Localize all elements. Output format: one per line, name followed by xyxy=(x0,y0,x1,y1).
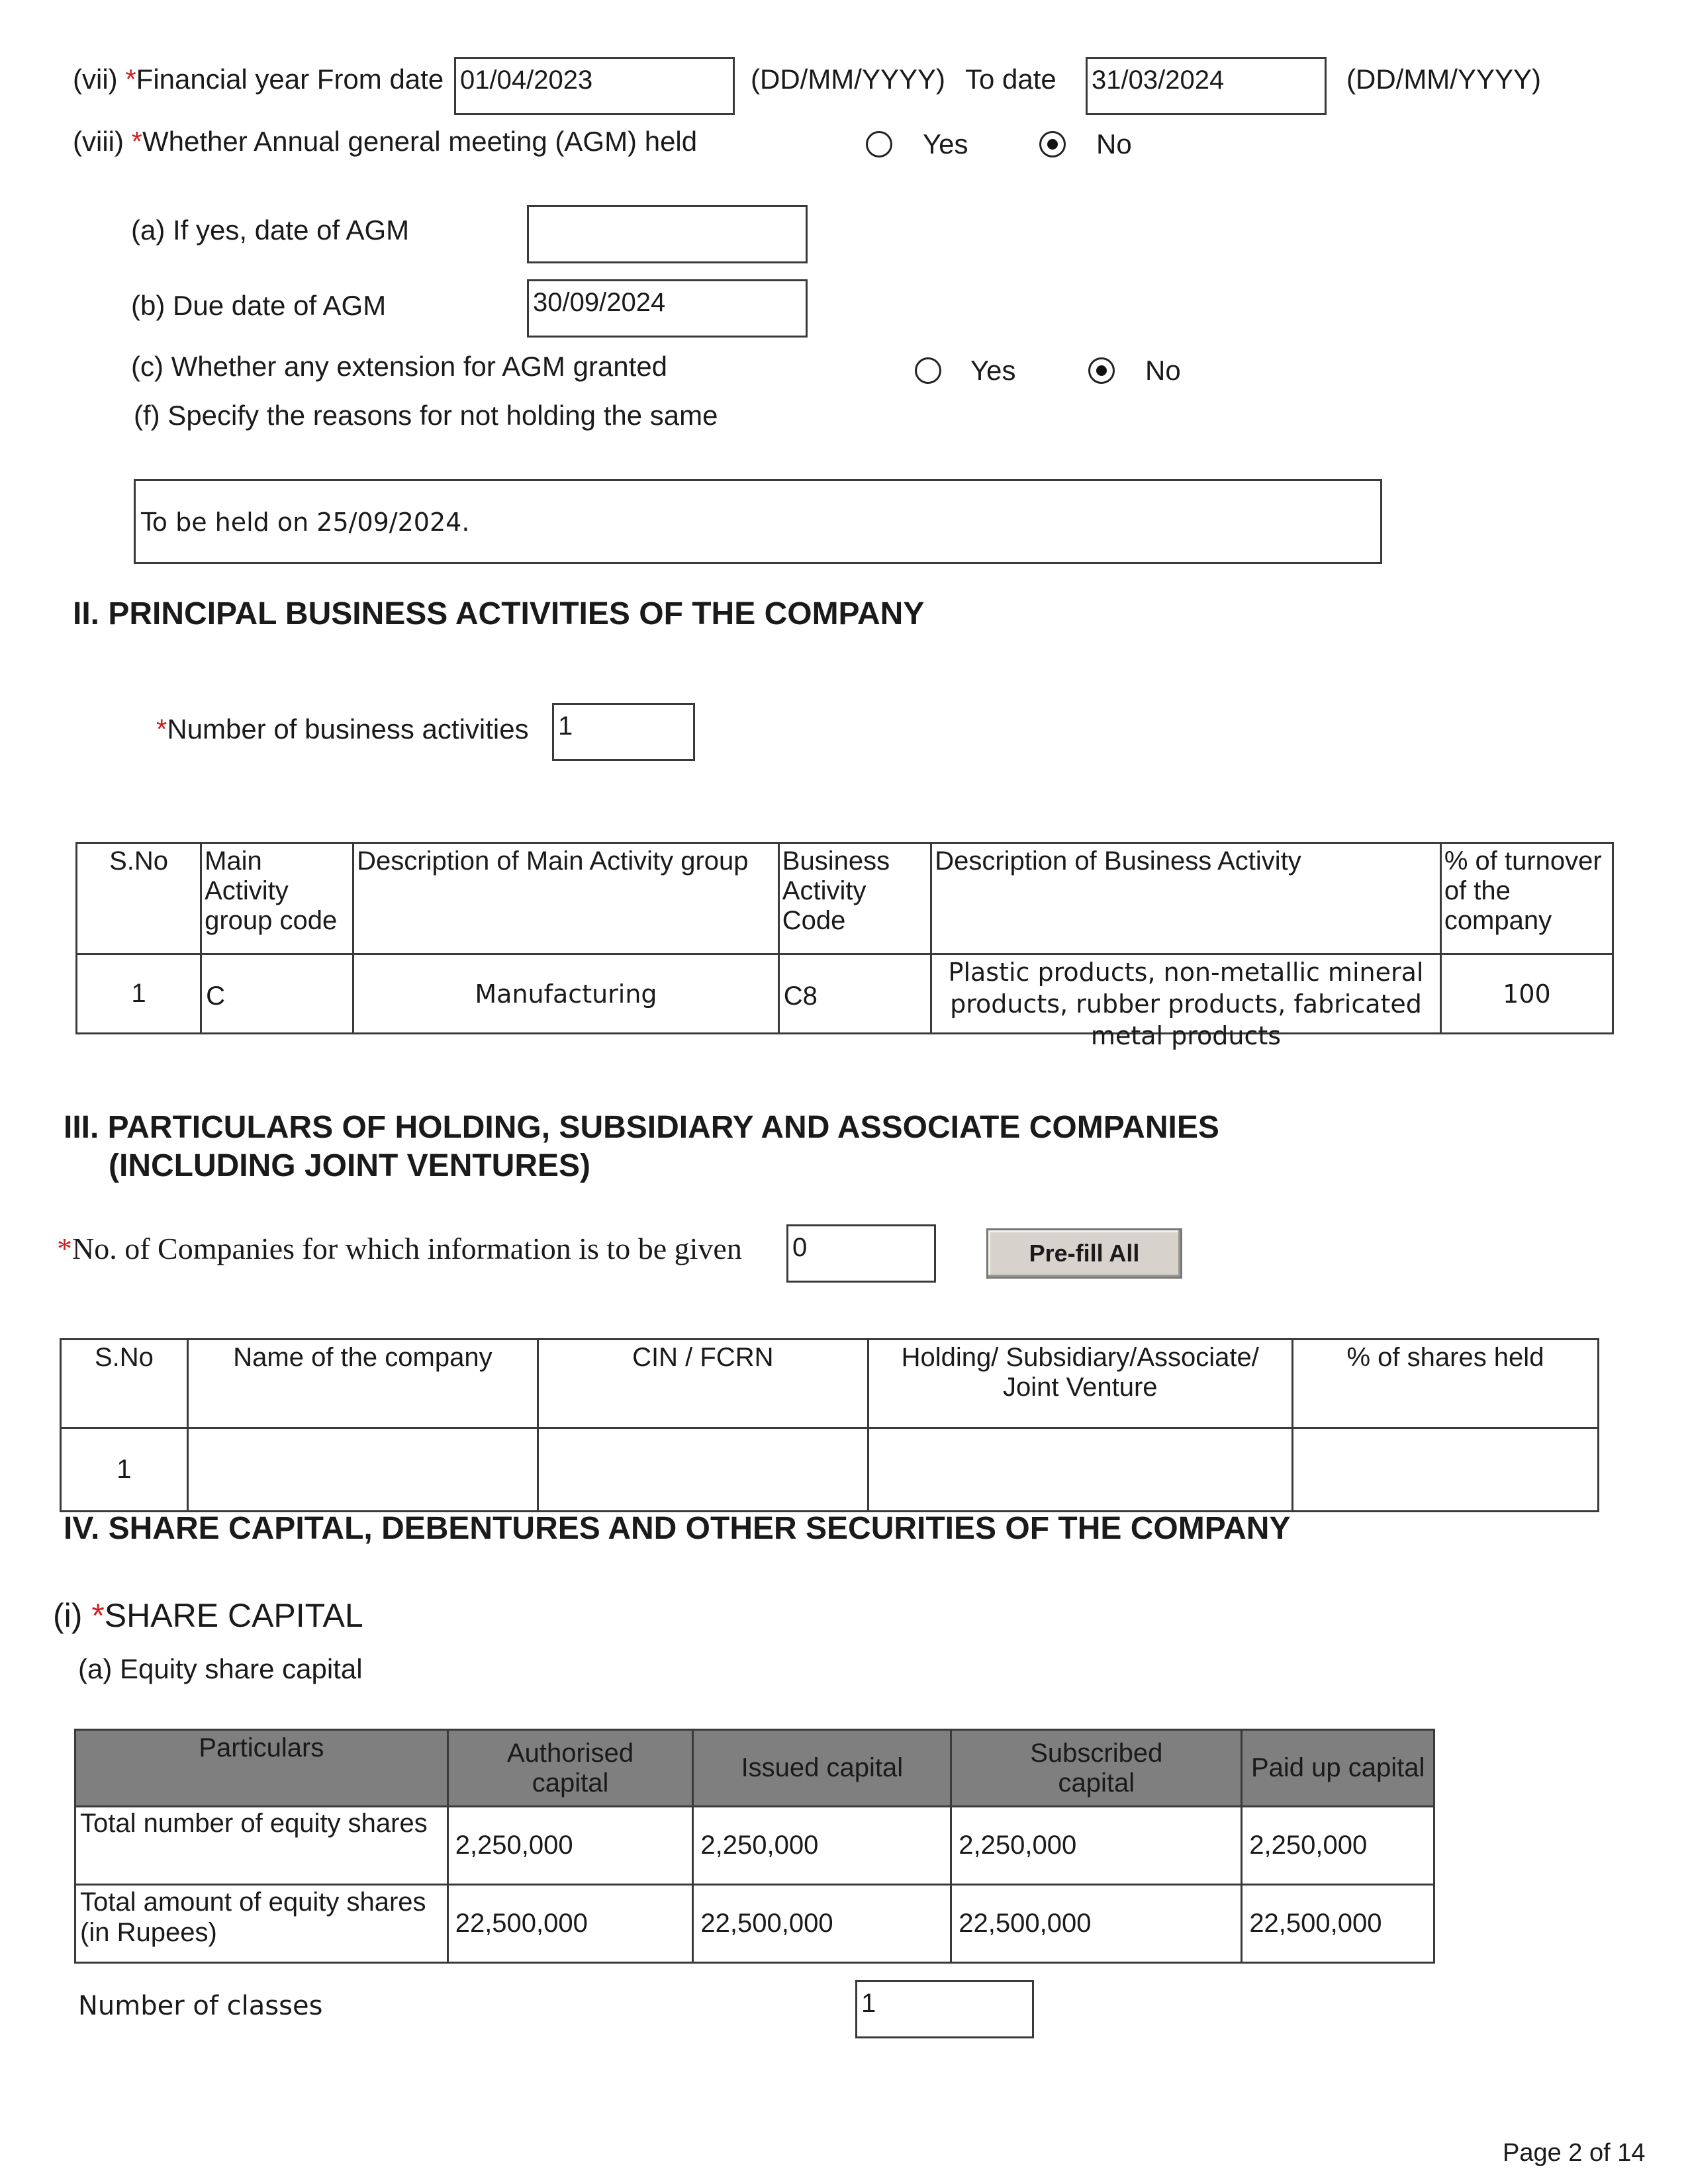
cell-particulars: Total number of equity shares xyxy=(75,1807,448,1885)
business-activities-count-text: Number of business activities xyxy=(167,713,529,745)
cell-issued[interactable]: 22,500,000 xyxy=(693,1885,951,1963)
cell-particulars: Total amount of equity shares (in Rupees) xyxy=(75,1885,448,1963)
table-row xyxy=(61,1428,1599,1512)
date-format-hint: (DD/MM/YYYY) xyxy=(1346,64,1541,95)
required-marker: * xyxy=(125,64,136,95)
agm-extension-no-label: No xyxy=(1145,355,1181,386)
cell-main-code[interactable]: C xyxy=(201,954,353,1034)
agm-extension-yes-label: Yes xyxy=(970,355,1016,386)
cell-business-desc xyxy=(931,954,1441,1050)
business-activities-table xyxy=(75,842,1614,1050)
agm-held-text: Whether Annual general meeting (AGM) held xyxy=(142,126,698,157)
section-3-title-line2: (INCLUDING JOINT VENTURES) xyxy=(109,1148,591,1183)
table-header-row xyxy=(77,843,1613,954)
fy-to-label: To date xyxy=(965,64,1056,95)
agm-date-input[interactable] xyxy=(527,205,808,263)
fy-from-label: Financial year From date xyxy=(136,64,444,95)
table-row xyxy=(77,954,1613,1034)
section-2-title: II. PRINCIPAL BUSINESS ACTIVITIES OF THE COMPANY xyxy=(73,596,925,631)
section-3-title-line1: III. PARTICULARS OF HOLDING, SUBSIDIARY AND ASSOCIATE COMPANIES xyxy=(64,1110,1219,1145)
companies-count-input[interactable]: 0 xyxy=(786,1224,936,1283)
cell-cin[interactable] xyxy=(538,1428,868,1512)
cell-paidup[interactable]: 22,500,000 xyxy=(1242,1885,1434,1963)
fy-to-input[interactable]: 31/03/2024 xyxy=(1086,57,1327,115)
fy-from-input[interactable]: 01/04/2023 xyxy=(454,57,735,115)
companies-count-label xyxy=(57,1231,742,1266)
section-4-title: IV. SHARE CAPITAL, DEBENTURES AND OTHER SECURITIES OF THE COMPANY xyxy=(64,1511,1291,1546)
companies-count-text: No. of Companies for which information is to be given xyxy=(72,1232,742,1265)
table-header-row xyxy=(75,1730,1434,1807)
business-activities-count-label xyxy=(156,713,529,745)
associate-companies-table xyxy=(60,1338,1599,1512)
business-desc-clip: Plastic products, non-metallic mineral products, rubber products, fabricated metal products xyxy=(948,958,1424,1050)
table-header-row xyxy=(61,1340,1599,1428)
col-company-name: Name of the company xyxy=(187,1340,538,1428)
col-subscribed: Subscribed capital xyxy=(951,1730,1242,1807)
col-business-code: Business Activity Code xyxy=(778,843,931,954)
table-row xyxy=(75,1885,1434,1963)
share-capital-label xyxy=(53,1596,363,1635)
agm-date-label: (a) If yes, date of AGM xyxy=(131,214,410,246)
cell-subscribed[interactable]: 2,250,000 xyxy=(951,1807,1242,1885)
agm-due-date-input[interactable]: 30/09/2024 xyxy=(527,279,808,338)
col-business-desc: Description of Business Activity xyxy=(931,843,1441,954)
agm-held-label xyxy=(73,126,697,158)
page-number: Page 2 of 14 xyxy=(1503,2139,1646,2167)
cell-turnover: 100 xyxy=(1440,954,1613,1034)
col-cin: CIN / FCRN xyxy=(538,1340,868,1428)
equity-share-capital-label: (a) Equity share capital xyxy=(78,1653,363,1684)
agm-extension-yes-radio[interactable] xyxy=(915,357,941,384)
agm-reason-label: (f) Specify the reasons for not holding the same xyxy=(134,400,718,431)
cell-paidup[interactable]: 2,250,000 xyxy=(1242,1807,1434,1885)
fy-label xyxy=(73,64,444,95)
col-particulars: Particulars xyxy=(75,1730,448,1807)
cell-sno: 1 xyxy=(77,954,201,1034)
table-row xyxy=(75,1807,1434,1885)
cell-main-desc: Manufacturing xyxy=(353,954,779,1034)
cell-authorised[interactable]: 2,250,000 xyxy=(447,1807,693,1885)
required-marker: * xyxy=(57,1232,72,1265)
equity-share-capital-table xyxy=(74,1729,1435,1964)
required-marker: * xyxy=(156,713,167,745)
col-paidup: Paid up capital xyxy=(1242,1730,1434,1807)
cell-business-code[interactable]: C8 xyxy=(778,954,931,1034)
col-sno: S.No xyxy=(77,843,201,954)
prefill-all-button[interactable]: Pre-fill All xyxy=(986,1228,1182,1279)
date-format-hint: (DD/MM/YYYY) xyxy=(751,64,945,95)
col-turnover: % of turnover of the company xyxy=(1440,843,1613,954)
agm-extension-no-radio[interactable] xyxy=(1088,357,1115,384)
required-marker: * xyxy=(91,1597,105,1634)
agm-reason-textarea[interactable]: To be held on 25/09/2024. xyxy=(134,479,1382,564)
col-authorised: Authorised capital xyxy=(447,1730,693,1807)
number-of-classes-input[interactable]: 1 xyxy=(855,1980,1034,2038)
item-number: (viii) xyxy=(73,126,124,157)
cell-sno: 1 xyxy=(61,1428,188,1512)
required-marker: * xyxy=(131,126,142,157)
cell-company-name[interactable] xyxy=(187,1428,538,1512)
col-sno: S.No xyxy=(61,1340,188,1428)
business-activities-count-input[interactable]: 1 xyxy=(552,703,695,761)
col-main-desc: Description of Main Activity group xyxy=(353,843,779,954)
col-relation-type: Holding/ Subsidiary/Associate/ Joint Venture xyxy=(868,1340,1292,1428)
col-main-code: Main Activity group code xyxy=(201,843,353,954)
number-of-classes-label: Number of classes xyxy=(78,1991,323,2021)
agm-extension-label: (c) Whether any extension for AGM granted xyxy=(131,351,668,382)
agm-held-no-radio[interactable] xyxy=(1039,131,1066,158)
item-number: (vii) xyxy=(73,64,118,95)
agm-due-date-label: (b) Due date of AGM xyxy=(131,290,387,321)
cell-authorised[interactable]: 22,500,000 xyxy=(447,1885,693,1963)
item-number: (i) xyxy=(53,1597,83,1634)
agm-held-yes-label: Yes xyxy=(923,128,968,159)
col-shares-held: % of shares held xyxy=(1292,1340,1598,1428)
cell-subscribed[interactable]: 22,500,000 xyxy=(951,1885,1242,1963)
cell-relation-type[interactable] xyxy=(868,1428,1292,1512)
agm-held-no-label: No xyxy=(1096,128,1132,159)
agm-held-yes-radio[interactable] xyxy=(866,131,892,158)
col-issued: Issued capital xyxy=(693,1730,951,1807)
cell-shares-held[interactable] xyxy=(1292,1428,1598,1512)
cell-issued[interactable]: 2,250,000 xyxy=(693,1807,951,1885)
share-capital-text: SHARE CAPITAL xyxy=(104,1597,363,1634)
